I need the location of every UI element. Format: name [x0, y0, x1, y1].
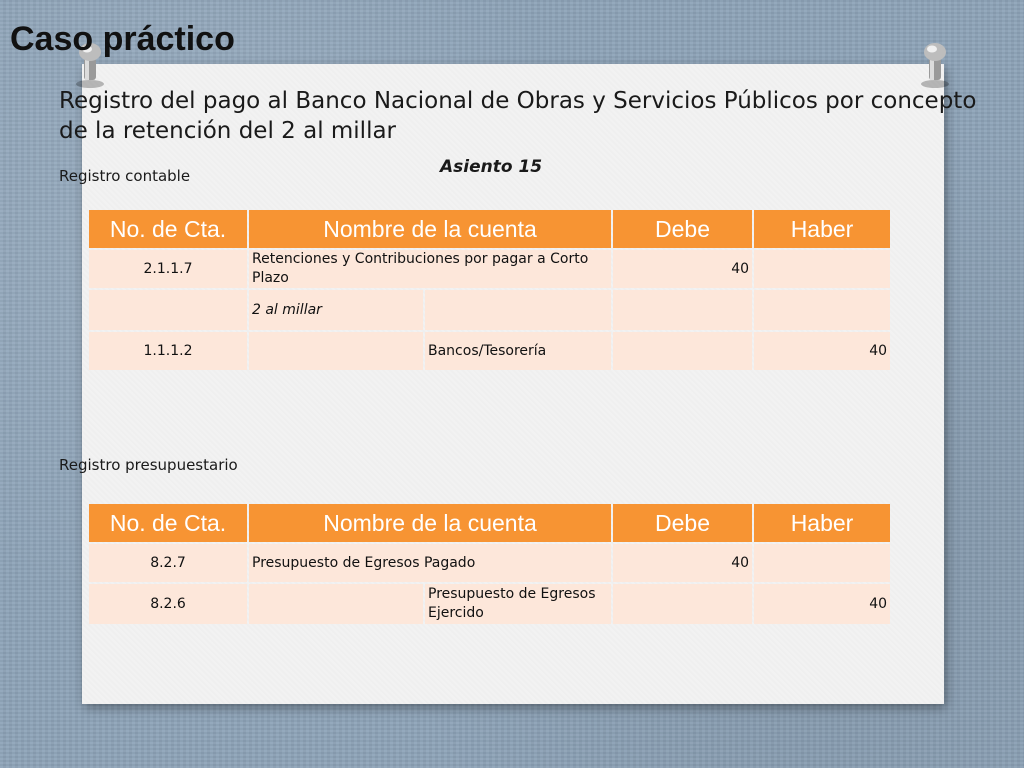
cell-haber	[754, 250, 890, 288]
table-header-row	[89, 210, 890, 248]
page-title: Caso práctico	[10, 20, 235, 58]
cell-debe: 40	[613, 544, 752, 582]
header-cta: No. de Cta.	[89, 504, 247, 542]
cell-nombre: Retenciones y Contribuciones por pagar a Corto Plazo	[249, 250, 611, 288]
cell-nombre	[249, 584, 423, 624]
cell-cta: 1.1.1.2	[89, 332, 247, 370]
slide-subtitle: Registro del pago al Banco Nacional de Obras y Servicios Públicos por concepto de la retención del 2 al millar	[59, 88, 977, 144]
header-cta: No. de Cta.	[89, 210, 247, 248]
cell-cta: 2.1.1.7	[89, 250, 247, 288]
contable-table	[87, 208, 892, 372]
cell-haber: 40	[754, 332, 890, 370]
cell-debe	[613, 584, 752, 624]
table-row	[89, 544, 890, 582]
cell-nombre: Presupuesto de Egresos Pagado	[249, 544, 611, 582]
cell-haber	[754, 544, 890, 582]
header-nombre: Nombre de la cuenta	[249, 504, 611, 542]
registro-contable-label: Registro contable	[59, 167, 191, 185]
header-debe: Debe	[613, 504, 752, 542]
pushpin-icon	[915, 40, 955, 90]
cell-debe: 40	[613, 250, 752, 288]
table-row	[89, 250, 890, 288]
table-row	[89, 584, 890, 624]
cell-nombre	[249, 332, 423, 370]
cell-haber: 40	[754, 584, 890, 624]
cell-sub-nombre: 2 al millar	[249, 290, 423, 330]
cell-cta: 8.2.6	[89, 584, 247, 624]
header-debe: Debe	[613, 210, 752, 248]
cell-nombre: Bancos/Tesorería	[425, 332, 611, 370]
header-nombre: Nombre de la cuenta	[249, 210, 611, 248]
table-row	[89, 332, 890, 370]
table-row	[89, 290, 890, 330]
cell-nombre: Presupuesto de Egresos Ejercido	[425, 584, 611, 624]
cell-cta	[89, 290, 247, 330]
cell-haber	[754, 290, 890, 330]
cell-nombre	[425, 290, 611, 330]
presupuestario-table	[87, 502, 892, 626]
cell-debe	[613, 332, 752, 370]
table-header-row	[89, 504, 890, 542]
registro-presupuestario-label: Registro presupuestario	[59, 456, 238, 474]
cell-debe	[613, 290, 752, 330]
header-haber: Haber	[754, 210, 890, 248]
header-haber: Haber	[754, 504, 890, 542]
asiento-label: Asiento 15	[440, 157, 543, 177]
cell-cta: 8.2.7	[89, 544, 247, 582]
